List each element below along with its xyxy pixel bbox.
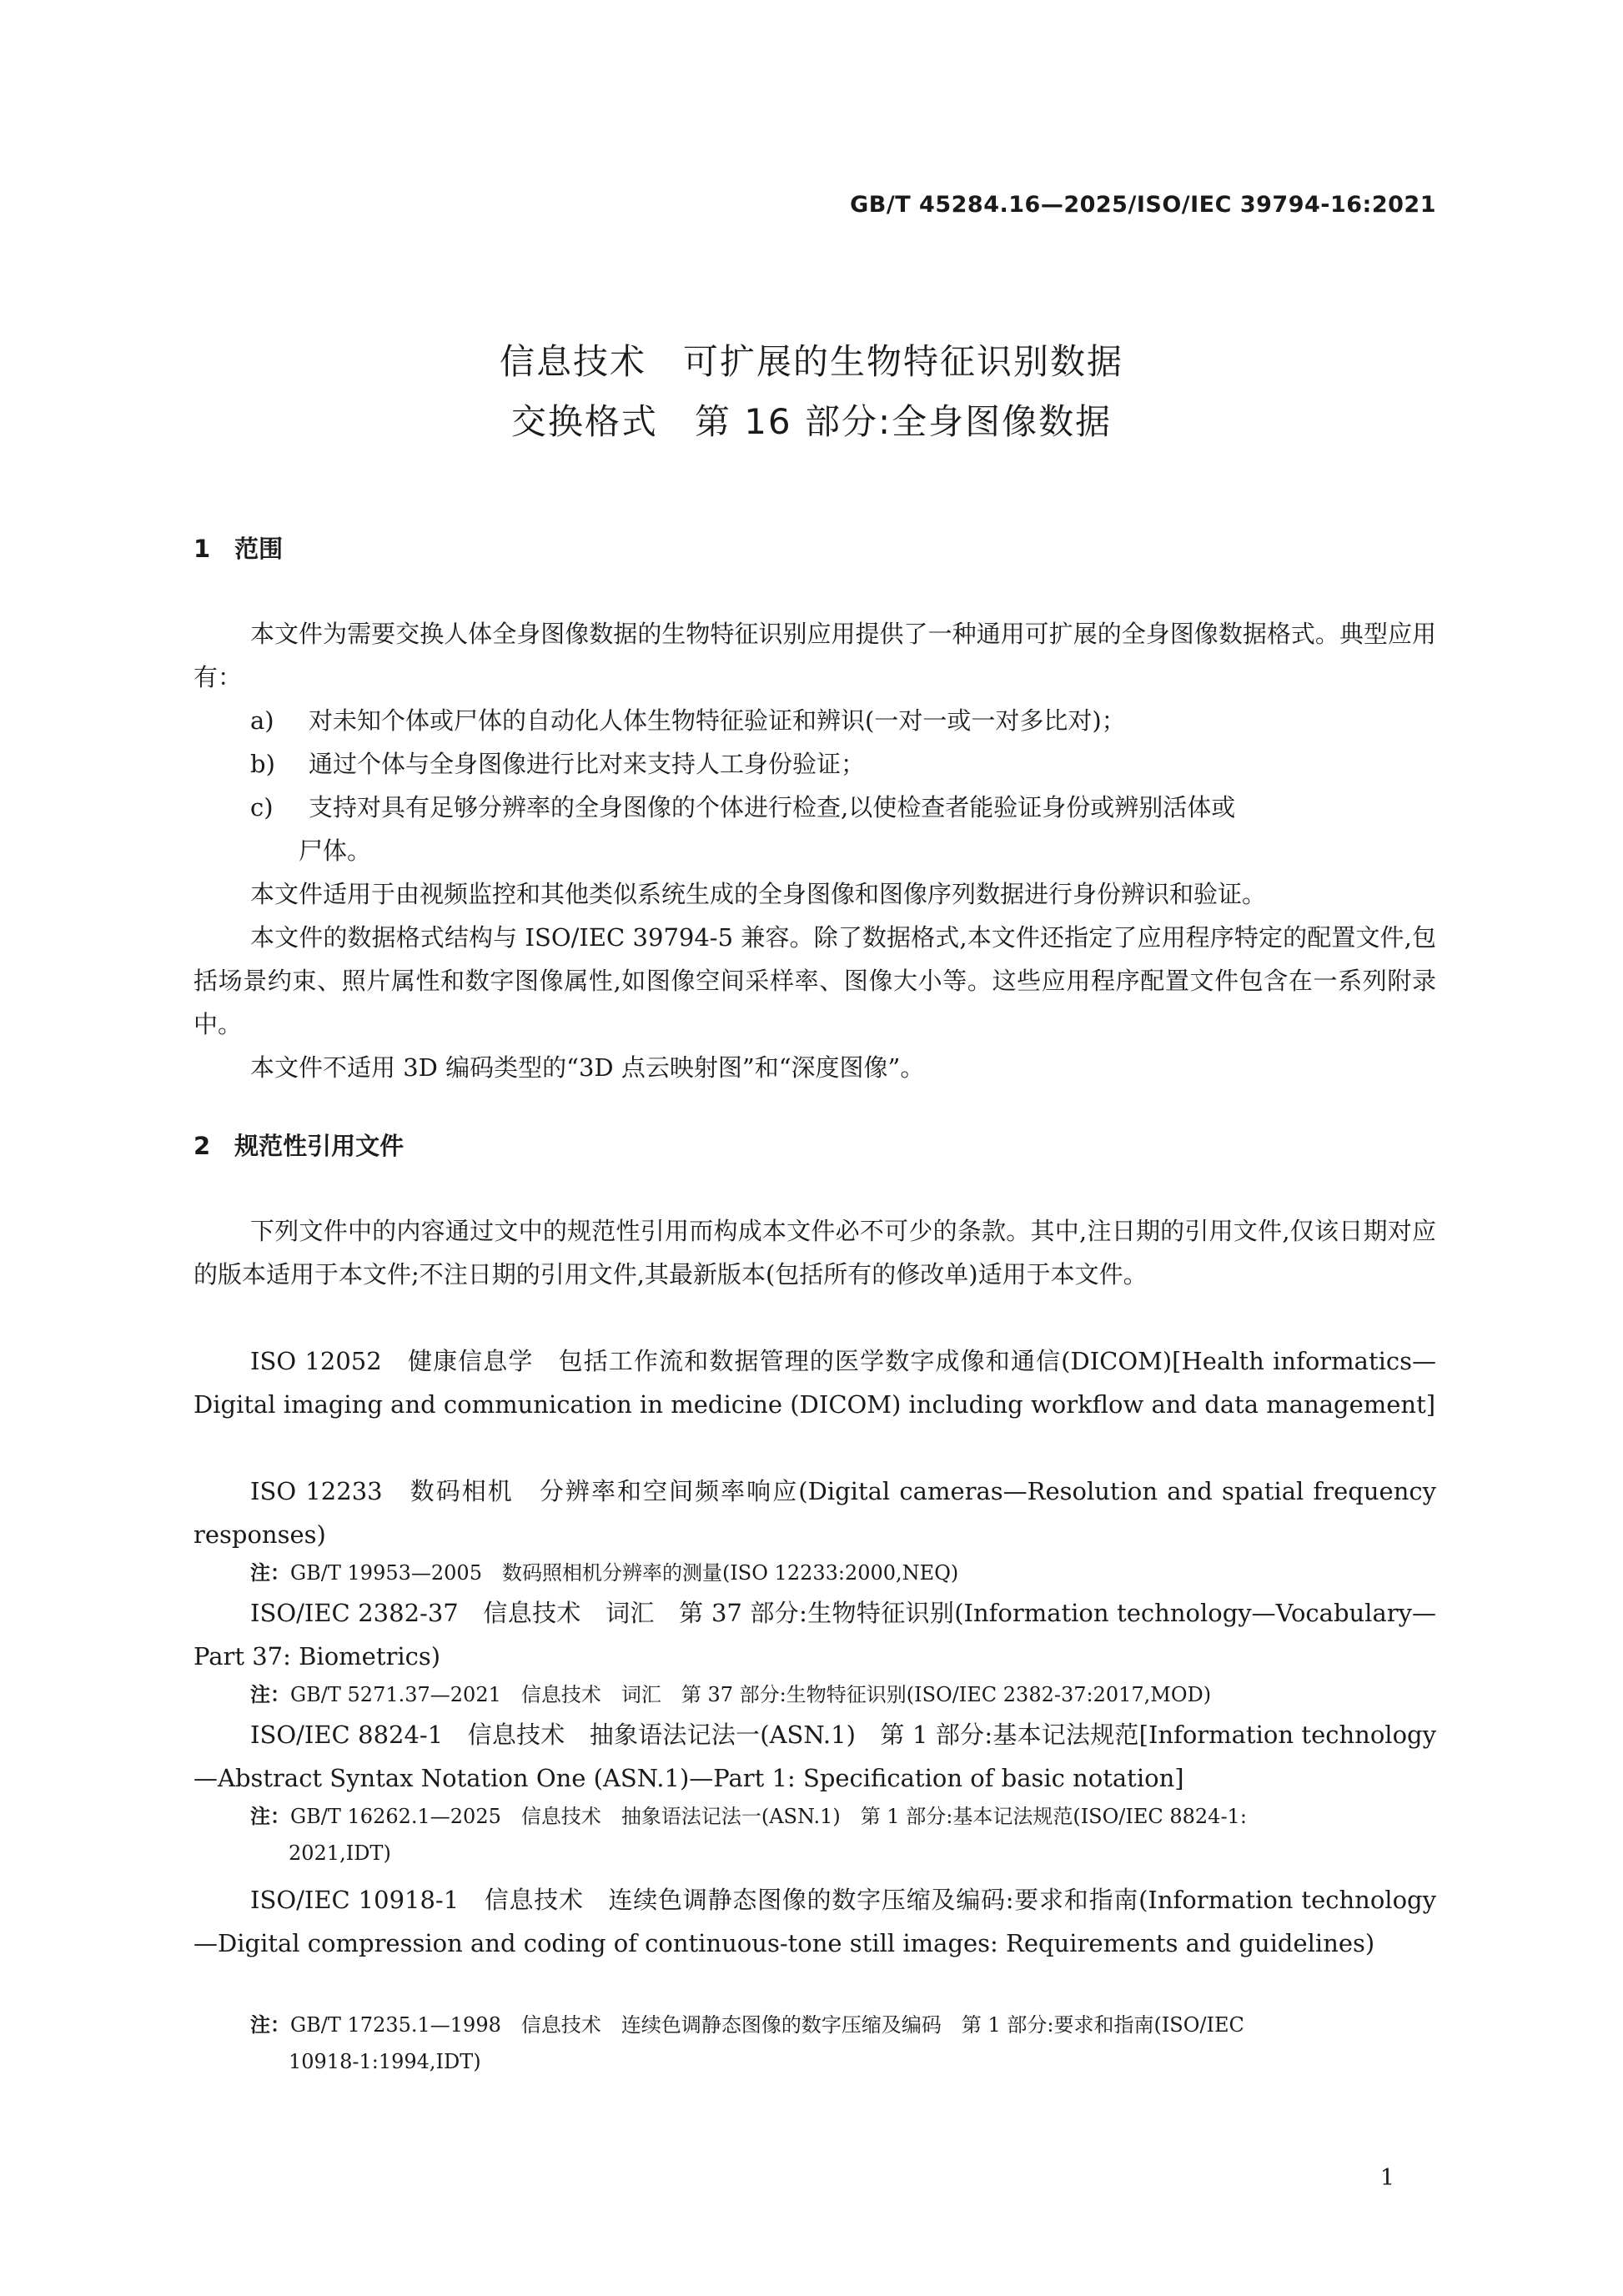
list-item-c-continued: 尸体。 (299, 837, 372, 865)
reference-iso-iec-10918-1: ISO/IEC 10918-1 信息技术 连续色调静态图像的数字压缩及编码:要求和指南(Information technology—Digital compression and coding of continuous-tone still images: Requirements and guidelines) (193, 1886, 1436, 1957)
section-1-intro: 本文件为需要交换人体全身图像数据的生物特征识别应用提供了一种通用可扩展的全身图像数据格式。典型应用有： (193, 620, 1436, 691)
title-line-2: 交换格式 第 16 部分:全身图像数据 (510, 401, 1113, 442)
list-marker: a) (250, 706, 274, 735)
section-1-paragraph-4: 本文件不适用 3D 编码类型的“3D 点云映射图”和“深度图像”。 (250, 1053, 925, 1082)
note-text: GB/T 16262.1—2025 信息技术 抽象语法记法一(ASN.1) 第 1 部分:基本记法规范(ISO/IEC 8824-1: (290, 1805, 1247, 1828)
note-text: GB/T 19953—2005 数码照相机分辨率的测量(ISO 12233:2000,NEQ) (290, 1561, 959, 1585)
list-item-text: 对未知个体或尸体的自动化人体生物特征验证和辨识(一对一或一对多比对)； (309, 706, 1126, 735)
section-1-paragraph-2: 本文件适用于由视频监控和其他类似系统生成的全身图像和图像序列数据进行身份辨识和验证。 (250, 880, 1267, 908)
note-label: 注： (250, 1805, 290, 1828)
section-1-paragraph-3: 本文件的数据格式结构与 ISO/IEC 39794-5 兼容。除了数据格式,本文件还指定了应用程序特定的配置文件,包括场景约束、照片属性和数字图像属性,如图像空间采样率、图像大小等。这些应用程序配置文件包含在一系列附录中。 (193, 923, 1436, 1038)
list-marker: c) (250, 793, 274, 821)
reference-note (250, 1798, 1436, 1835)
note-text: GB/T 17235.1—1998 信息技术 连续色调静态图像的数字压缩及编码 第 1 部分:要求和指南(ISO/IEC (290, 2013, 1244, 2037)
reference-iso-iec-2382-37: ISO/IEC 2382-37 信息技术 词汇 第 37 部分:生物特征识别(Information technology—Vocabulary—Part 37: Biometrics) (193, 1599, 1436, 1671)
note-label: 注： (250, 2013, 290, 2037)
list-marker: b) (250, 750, 275, 778)
reference-note (250, 1555, 1436, 1591)
section-2-heading: 2 规范性引用文件 (193, 1132, 404, 1160)
note-label: 注： (250, 1683, 290, 1706)
reference-note (250, 2007, 1436, 2043)
list-item-text: 通过个体与全身图像进行比对来支持人工身份验证； (309, 750, 866, 778)
note-text: GB/T 5271.37—2021 信息技术 词汇 第 37 部分:生物特征识别(ISO/IEC 2382-37:2017,MOD) (290, 1683, 1212, 1706)
reference-iso-12233: ISO 12233 数码相机 分辨率和空间频率响应(Digital cameras—Resolution and spatial frequency responses) (193, 1477, 1436, 1549)
reference-iso-iec-8824-1: ISO/IEC 8824-1 信息技术 抽象语法记法一(ASN.1) 第 1 部分:基本记法规范[Information technology—Abstract Syntax Notation One (ASN.1)—Part 1: Specification of basic notation] (193, 1721, 1436, 1792)
reference-iso-12052: ISO 12052 健康信息学 包括工作流和数据管理的医学数字成像和通信(DICOM)[Health informatics—Digital imaging and communication in medicine (DICOM) including workflow and data management] (193, 1347, 1436, 1419)
document-title (0, 332, 1623, 452)
list-item-c (250, 786, 1436, 829)
section-1-heading: 1 范围 (193, 535, 284, 563)
title-line-1: 信息技术 可扩展的生物特征识别数据 (499, 341, 1123, 382)
list-item-b (250, 742, 1436, 786)
standard-code: GB/T 45284.16—2025/ISO/IEC 39794-16:2021 (850, 192, 1436, 218)
list-item-a (250, 699, 1436, 742)
note-text-continued: 2021,IDT) (289, 1841, 391, 1865)
reference-note (250, 1676, 1436, 1713)
page-number: 1 (1379, 2165, 1394, 2191)
note-text-continued: 10918-1:1994,IDT) (289, 2050, 481, 2073)
list-item-text: 支持对具有足够分辨率的全身图像的个体进行检查,以使检查者能验证身份或辨别活体或 (309, 793, 1236, 821)
section-2-intro: 下列文件中的内容通过文中的规范性引用而构成本文件必不可少的条款。其中,注日期的引用文件,仅该日期对应的版本适用于本文件;不注日期的引用文件,其最新版本(包括所有的修改单)适用于本文件。 (193, 1217, 1436, 1289)
note-label: 注： (250, 1561, 290, 1585)
